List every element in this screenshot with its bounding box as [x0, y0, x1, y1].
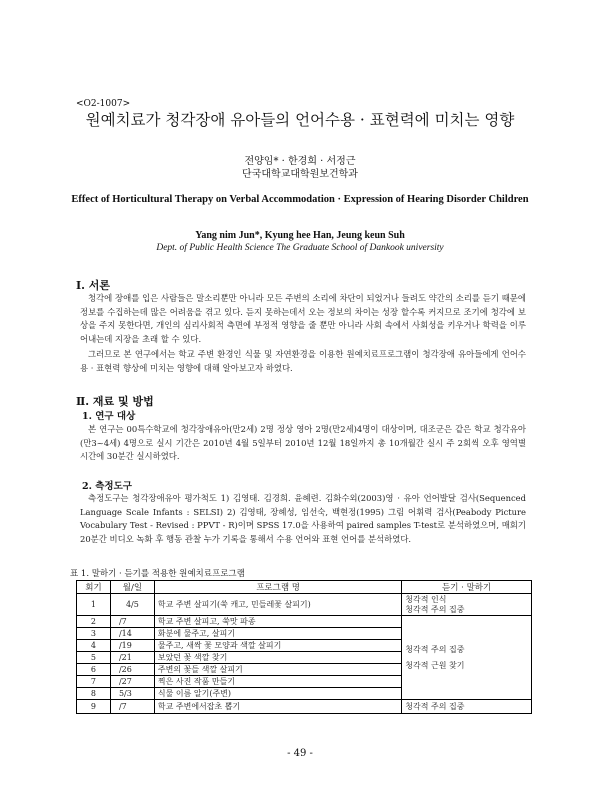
table-row [77, 594, 532, 616]
table-caption: 표 1. 말하기 · 듣기를 적용한 원예치료프로그램 [70, 569, 245, 579]
session-cell: 6 [77, 664, 111, 676]
program-cell: 찍은 사진 작품 만들기 [154, 676, 401, 688]
table-row [77, 700, 532, 714]
subjects-paragraph [80, 423, 526, 464]
date-cell: /19 [110, 640, 154, 652]
english-affiliation: Dept. of Public Health Science The Graduate School of Dankook university [156, 243, 444, 253]
header-session: 회기 [77, 581, 111, 594]
program-cell: 화분에 물주고, 살피기 [154, 628, 401, 640]
instruments-paragraph [80, 492, 526, 546]
introduction-paragraph-1 [80, 292, 526, 346]
header-date: 월/일 [110, 581, 154, 594]
program-cell: 주변의 꽃들 색깔 살피기 [154, 664, 401, 676]
goal-cell: 청각적 주의 집중 [402, 700, 532, 714]
header-goal: 듣기 · 말하기 [402, 581, 532, 594]
goal-item: 청각적 주의 집중 [405, 604, 465, 614]
date-cell: /26 [110, 664, 154, 676]
program-cell: 학교 주변에서잡초 뽑기 [154, 700, 401, 714]
date-cell: /14 [110, 628, 154, 640]
english-authors: Yang nim Jun*, Kyung hee Han, Jeung keun Suh [195, 230, 405, 241]
introduction-paragraph-2 [80, 348, 526, 375]
paragraph-text: 측정도구는 청각장애유아 평가척도 1) 김영태. 김경희. 윤혜련. 김화수외(2003)영 · 유아 언어발달 검사(Sequenced Language Scale Infants : SELSI) 2) 김영태, 장혜성, 임선숙, 백현정(1995) 그림 어휘력 검사(Peabody Picture Vocabulary Test - Revised : PPVT - R)이며 SPSS 17.0을 사용하여 paired samples T-test로 분석하였으며, 매회기 20분간 비디오 녹화 후 행동 관찰 누가 기록을 통해서 수용 언어와 표현 언어를 분석하였다. [80, 493, 526, 544]
paragraph-text: 그러므로 본 연구에서는 학교 주변 환경인 식물 및 자연환경을 이용한 원예치료프로그램이 청각장애 유아들에게 언어수용 · 표현력 향상에 미치는 영향에 대해 알아보고자 하였다. [80, 349, 526, 373]
subsection-heading-subjects: 1. 연구 대상 [82, 411, 136, 422]
date-cell: 4/5 [110, 594, 154, 616]
program-cell: 학교 주변 살피고, 쑥맛 파종 [154, 616, 401, 628]
session-cell: 5 [77, 652, 111, 664]
section-heading-methods: Ⅱ. 재료 및 방법 [76, 395, 154, 408]
page-number: - 49 - [287, 748, 313, 759]
session-cell: 8 [77, 688, 111, 700]
session-cell: 7 [77, 676, 111, 688]
date-cell: /21 [110, 652, 154, 664]
program-cell: 물주고, 새싹 꽃 모양과 색깔 살피기 [154, 640, 401, 652]
session-cell: 9 [77, 700, 111, 714]
goal-cell [402, 616, 532, 700]
goal-item: 청각적 주의 집중 [405, 644, 465, 654]
table-row [77, 616, 532, 628]
paragraph-text: 본 연구는 00특수학교에 청각장애유아(만2세) 2명 정상 영아 2명(만2세)4명이 대상이며, 대조군은 같은 학교 청각유아(만3~4세) 4명으로 실시 기간은 2010년 4월 5일부터 2010년 12월 18일까지 총 10개월간 실시 주 2회씩 오후 영역별 시간에 30분간 실시하였다. [80, 424, 526, 461]
section-heading-introduction: Ⅰ. 서론 [76, 279, 111, 292]
goal-cell [402, 594, 532, 616]
english-title: Effect of Horticultural Therapy on Verbal Accommodation · Expression of Hearing Disorder Children [71, 194, 529, 205]
korean-affiliation: 단국대학교대학원보건학과 [242, 169, 358, 180]
session-cell: 2 [77, 616, 111, 628]
program-cell: 식물 이름 알기(주변) [154, 688, 401, 700]
date-cell: /27 [110, 676, 154, 688]
program-cell: 보았던 꽃 색깔 찾기 [154, 652, 401, 664]
goal-item: 청각적 인식 [405, 594, 447, 604]
date-cell: 5/3 [110, 688, 154, 700]
program-table [76, 580, 532, 714]
session-cell: 4 [77, 640, 111, 652]
session-cell: 1 [77, 594, 111, 616]
date-cell: /7 [110, 700, 154, 714]
korean-authors: 전양임* · 한경희 · 서정근 [244, 156, 356, 167]
subsection-heading-instruments: 2. 측정도구 [82, 481, 132, 492]
header-program: 프로그램 명 [154, 581, 401, 594]
paragraph-text: 청각에 장애를 입은 사람들은 말소리뿐만 아니라 모든 주변의 소리에 차단이 되었거나 들려도 약간의 소리를 듣기 때문에 정보를 수집하는데 많은 어려움을 겪고 있다. 듣지 못하는데서 오는 정보의 차이는 성장 할수록 커지므로 조기에 청각에 보상을 주지 못한다면, 개인의 심리사회적 측면에 부정적 영향을 줄 뿐만 아니라 사회 속에서 사회성을 키우거나 학력을 이루어내는데 지장을 초래 할 수 있다. [80, 293, 526, 344]
korean-title: 원예치료가 청각장애 유아들의 언어수용 · 표현력에 미치는 영향 [85, 111, 515, 129]
abstract-code: <O2-1007> [76, 99, 131, 109]
session-cell: 3 [77, 628, 111, 640]
program-cell: 학교 주변 살피기(쑥 캐고, 민들레꽃 살피기) [154, 594, 401, 616]
goal-item: 청각적 근원 찾기 [405, 660, 465, 670]
date-cell: /7 [110, 616, 154, 628]
table-header-row [77, 581, 532, 594]
